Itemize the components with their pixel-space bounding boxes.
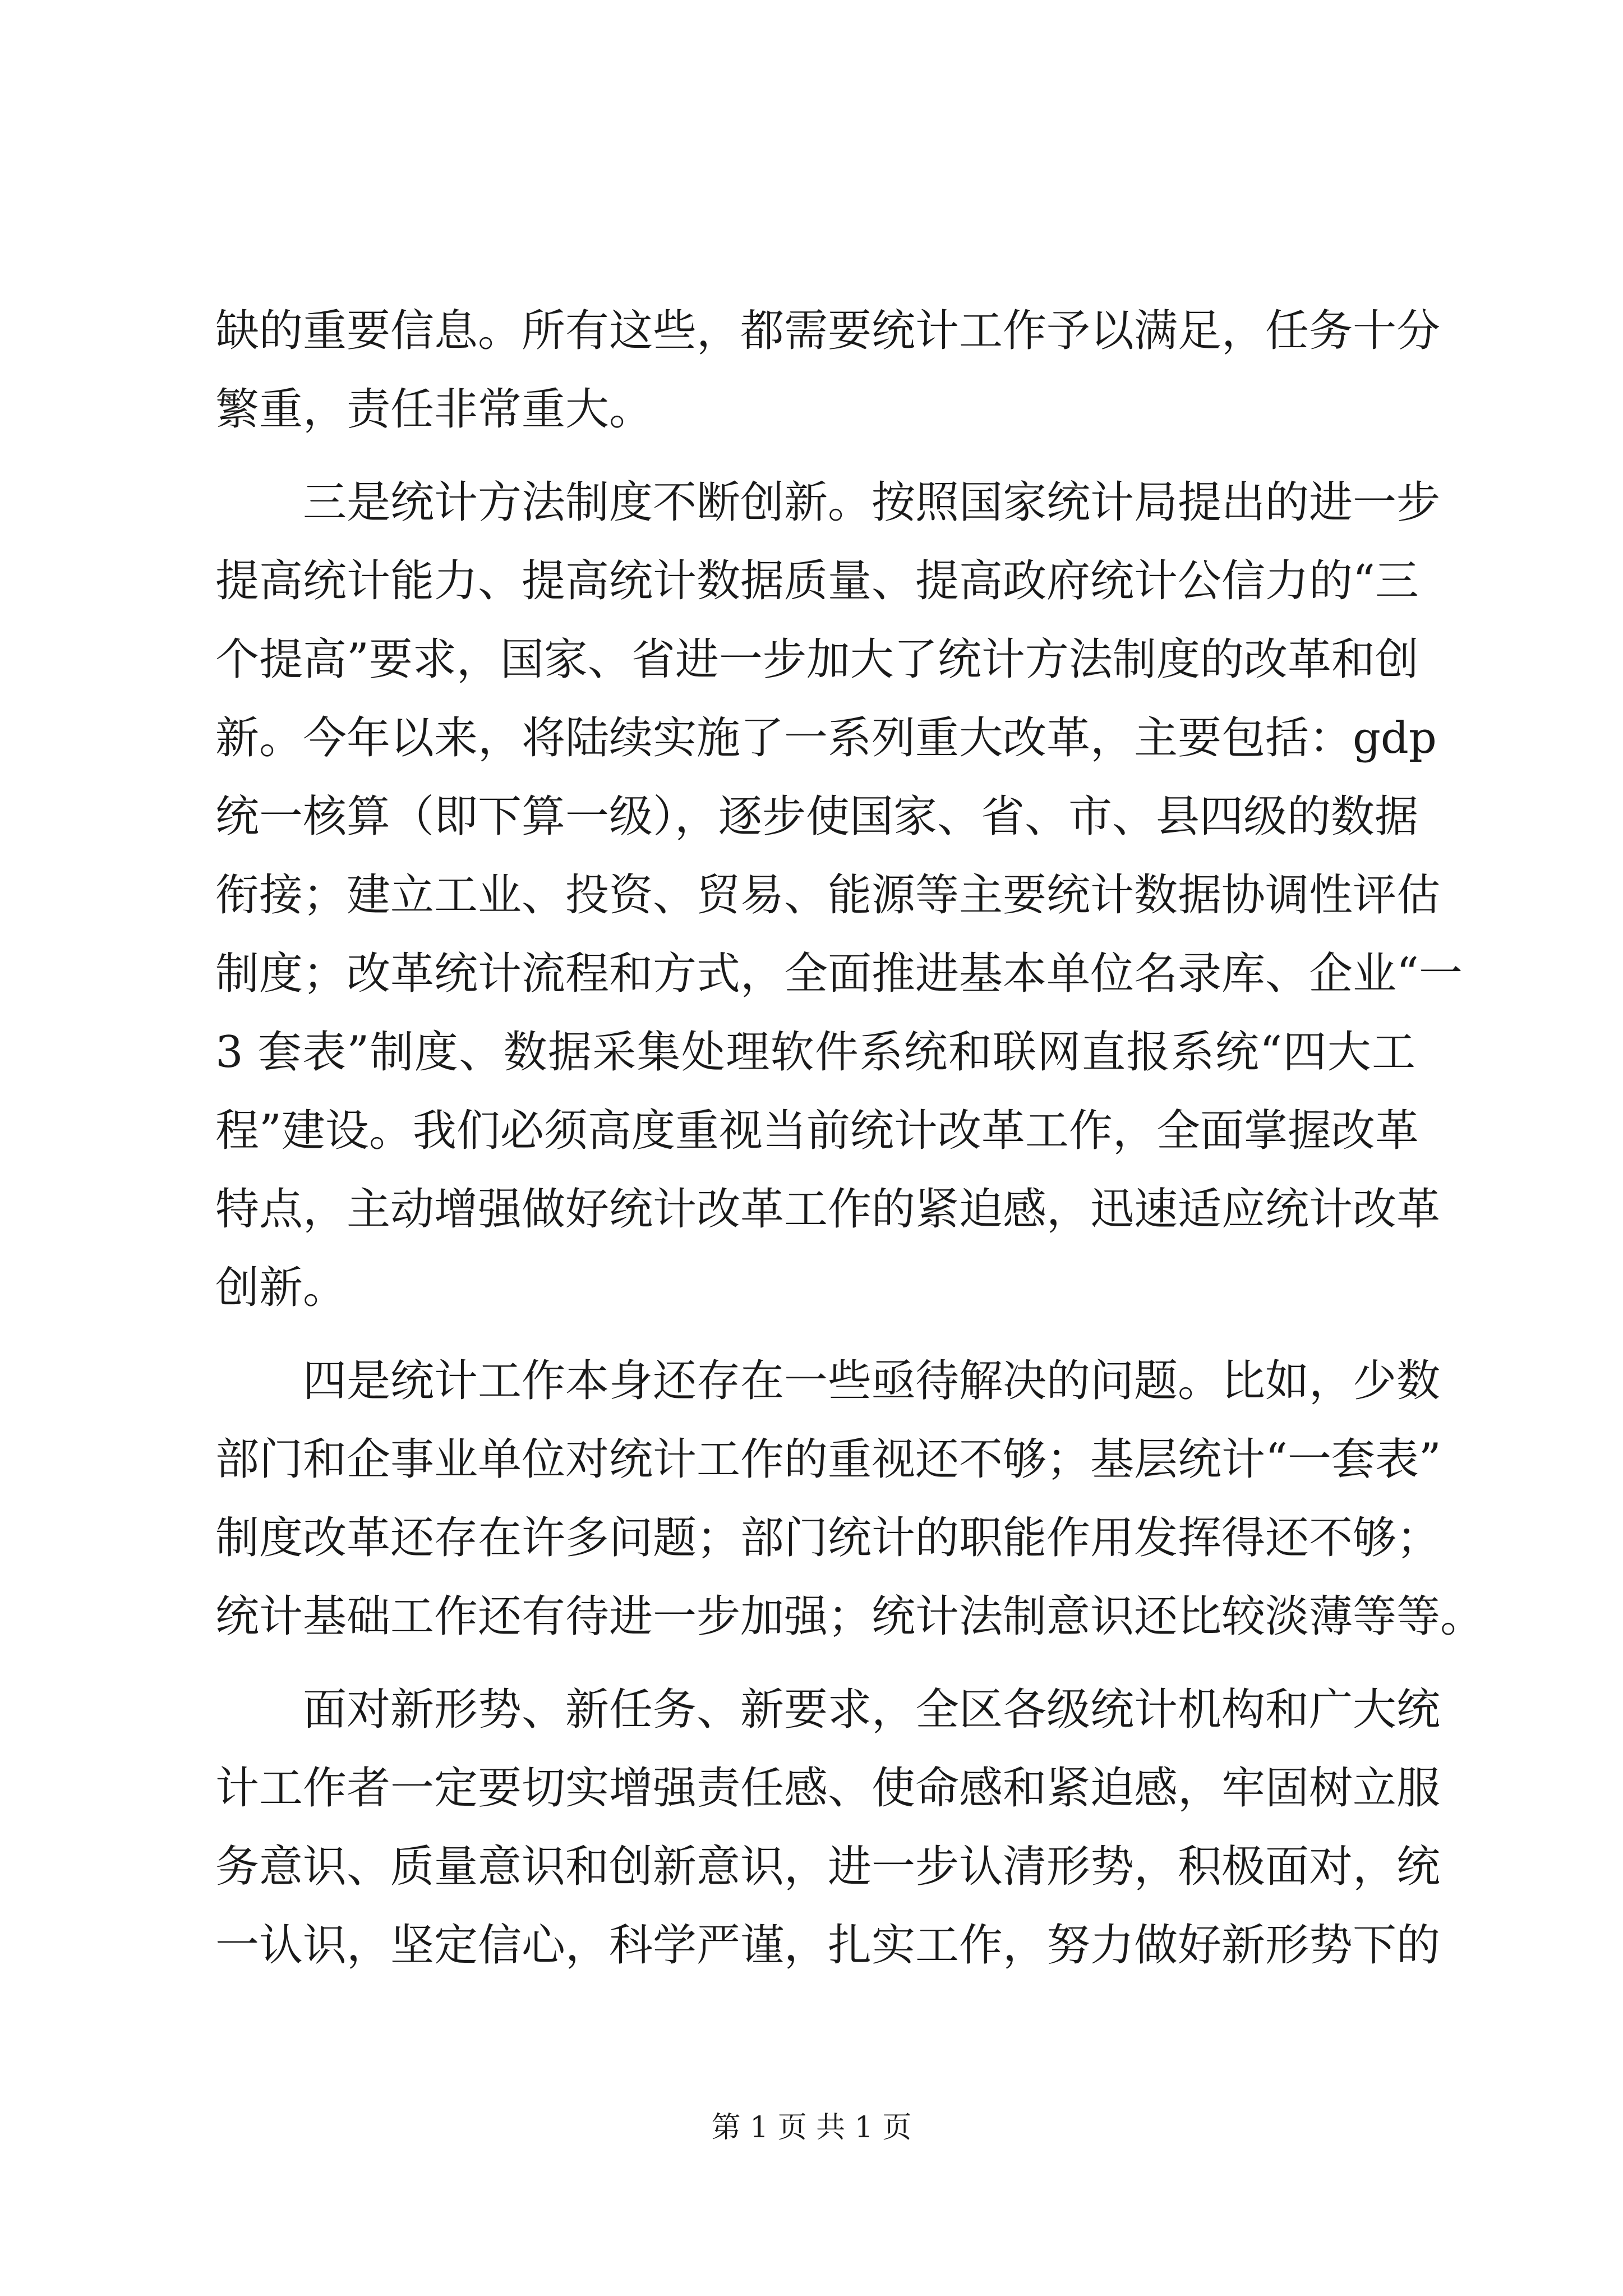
page-footer: 第 1 页 共 1 页 — [711, 2111, 912, 2145]
text-line: 3 套表”制度、数据采集处理软件系统和联网直报系统“四大工 — [215, 1027, 1415, 1078]
text-line: 提高统计能力、提高统计数据质量、提高政府统计公信力的“三 — [215, 556, 1419, 606]
paragraph — [215, 292, 1441, 449]
paragraph-gap — [215, 449, 1415, 463]
text-line: 程”建设。我们必须高度重视当前统计改革工作，全面掌握改革 — [215, 1106, 1419, 1156]
text-line: 部门和企事业单位对统计工作的重视还不够；基层统计“一套表” — [215, 1434, 1441, 1485]
text-line: 特点，主动增强做好统计改革工作的紧迫感，迅速适应统计改革 — [215, 1184, 1441, 1235]
text-line: 新。今年以来，将陆续实施了一系列重大改革，主要包括：gdp — [215, 713, 1437, 763]
paragraph — [215, 463, 1463, 1327]
text-line: 缺的重要信息。所有这些，都需要统计工作予以满足，任务十分 — [215, 306, 1441, 356]
paragraph-gap — [215, 1327, 1415, 1342]
document-body — [215, 292, 1484, 1985]
text-line: 制度改革还存在许多问题；部门统计的职能作用发挥得还不够； — [215, 1513, 1441, 1563]
text-line: 衔接；建立工业、投资、贸易、能源等主要统计数据协调性评估 — [215, 870, 1441, 921]
paragraph-gap — [215, 1656, 1415, 1671]
text-line: 务意识、质量意识和创新意识，进一步认清形势，积极面对，统 — [215, 1842, 1441, 1892]
paragraph — [215, 1671, 1441, 1985]
text-line: 四是统计工作本身还存在一些亟待解决的问题。比如，少数 — [303, 1356, 1441, 1406]
text-line: 制度；改革统计流程和方式，全面推进基本单位名录库、企业“一 — [215, 949, 1463, 999]
text-line: 一认识，坚定信心，科学严谨，扎实工作，努力做好新形势下的 — [215, 1920, 1441, 1971]
text-line: 面对新形势、新任务、新要求，全区各级统计机构和广大统 — [303, 1685, 1441, 1735]
text-line: 三是统计方法制度不断创新。按照国家统计局提出的进一步 — [303, 477, 1441, 528]
paragraph — [215, 1342, 1484, 1656]
text-line: 繁重，责任非常重大。 — [215, 384, 653, 435]
text-line: 个提高”要求，国家、省进一步加大了统计方法制度的改革和创 — [215, 634, 1419, 685]
text-line: 计工作者一定要切实增强责任感、使命感和紧迫感，牢固树立服 — [215, 1763, 1441, 1814]
text-line: 统一核算（即下算一级），逐步使国家、省、市、县四级的数据 — [215, 792, 1419, 842]
text-line: 统计基础工作还有待进一步加强；统计法制意识还比较淡薄等等。 — [215, 1591, 1484, 1642]
text-line: 创新。 — [215, 1263, 347, 1313]
